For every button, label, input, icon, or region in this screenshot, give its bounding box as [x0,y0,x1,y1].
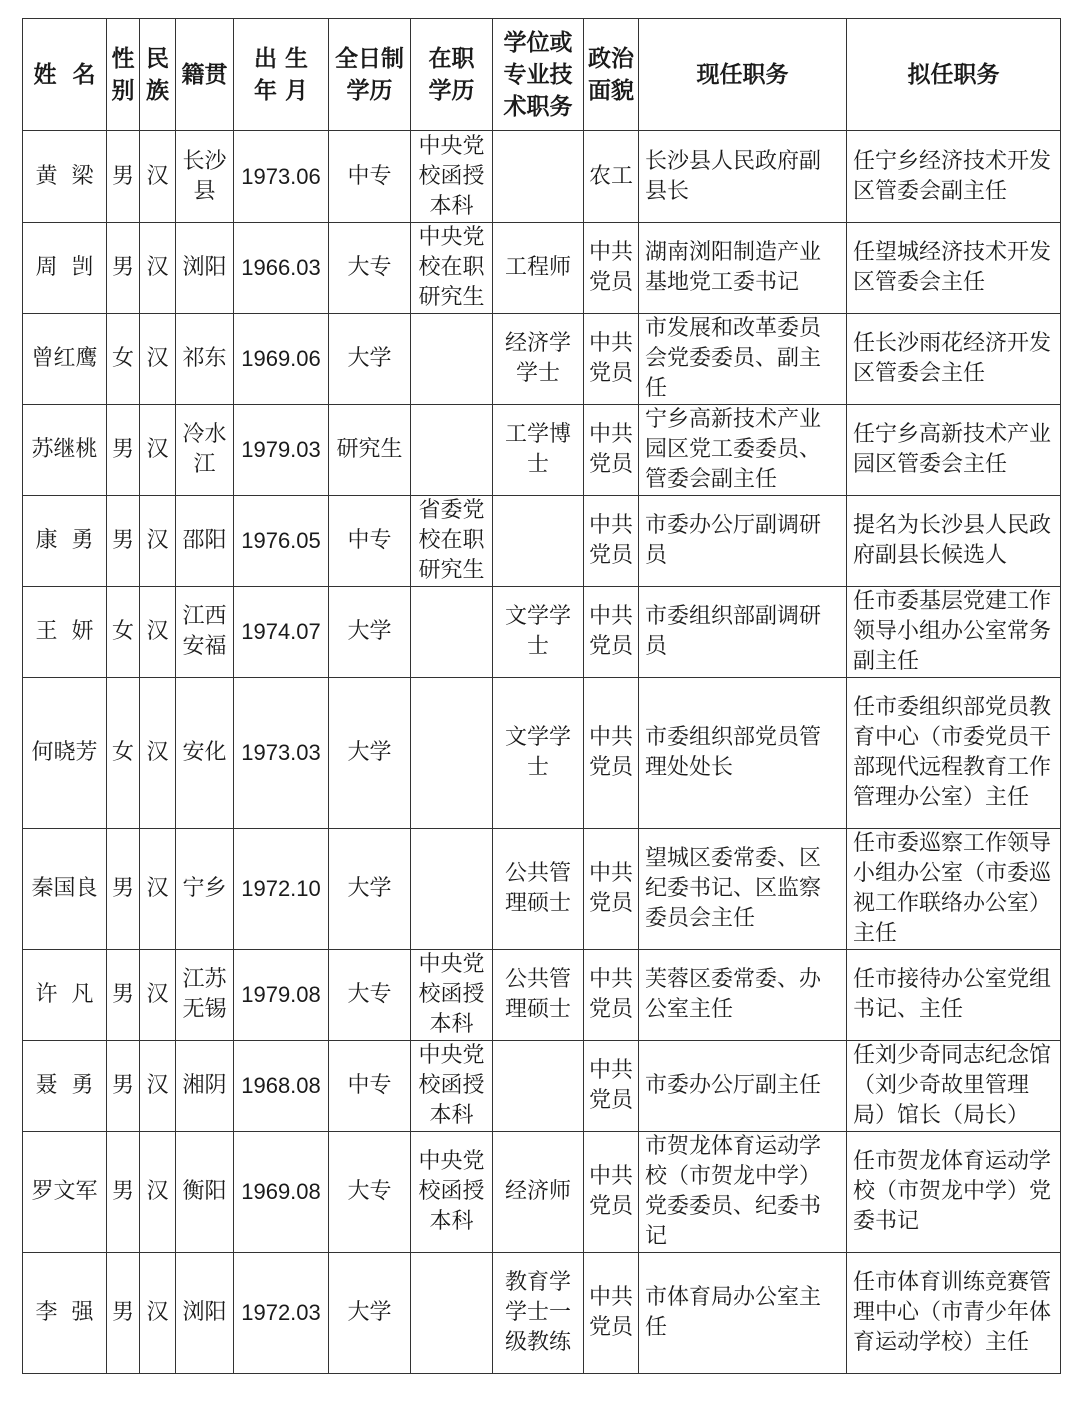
header-proposed-post: 拟任职务 [847,19,1061,131]
cell-gender: 男 [107,496,140,587]
cell-birth: 1969.06 [234,314,329,405]
cell-gender: 男 [107,1132,140,1253]
cell-gender: 男 [107,405,140,496]
cell-political-status: 中共党员 [584,1041,639,1132]
table-row [23,587,1061,678]
header-native-place: 籍贯 [176,19,234,131]
cell-native-place: 长沙县 [176,131,234,223]
cell-native-place: 邵阳 [176,496,234,587]
cell-birth: 1969.08 [234,1132,329,1253]
table-row [23,405,1061,496]
cell-proposed-post: 提名为长沙县人民政府副县长候选人 [847,496,1061,587]
cell-gender: 女 [107,587,140,678]
header-name: 姓 名 [23,19,107,131]
cell-name: 苏继桃 [23,405,107,496]
cell-current-post: 市发展和改革委员会党委委员、副主任 [639,314,847,405]
header-fulltime-education: 全日制 学历 [329,19,411,131]
cell-ethnicity: 汉 [140,1041,176,1132]
cell-political-status: 中共党员 [584,678,639,829]
cell-inservice-education: 中央党校函授本科 [411,1132,493,1253]
cell-birth: 1968.08 [234,1041,329,1132]
table-row [23,1041,1061,1132]
table-row [23,678,1061,829]
cell-inservice-education [411,678,493,829]
cell-degree-title [493,131,584,223]
cell-gender: 男 [107,223,140,314]
cell-gender: 男 [107,1253,140,1374]
cell-birth: 1974.07 [234,587,329,678]
cell-current-post: 湖南浏阳制造产业基地党工委书记 [639,223,847,314]
cell-gender: 男 [107,950,140,1041]
cell-name: 何晓芳 [23,678,107,829]
cell-proposed-post: 任望城经济技术开发区管委会主任 [847,223,1061,314]
cell-birth: 1966.03 [234,223,329,314]
cell-name: 许 凡 [23,950,107,1041]
cell-fulltime-education: 研究生 [329,405,411,496]
cell-inservice-education [411,829,493,950]
header-inservice-education: 在职 学历 [411,19,493,131]
cell-degree-title: 工学博士 [493,405,584,496]
cell-political-status: 中共党员 [584,496,639,587]
cell-proposed-post: 任市贺龙体育运动学校（市贺龙中学）党委书记 [847,1132,1061,1253]
cell-ethnicity: 汉 [140,829,176,950]
cell-degree-title [493,1041,584,1132]
cell-fulltime-education: 大专 [329,1132,411,1253]
cell-current-post: 市委组织部副调研员 [639,587,847,678]
cell-degree-title: 公共管理硕士 [493,829,584,950]
header-ethnicity: 民族 [140,19,176,131]
cell-current-post: 市体育局办公室主任 [639,1253,847,1374]
cell-fulltime-education: 中专 [329,1041,411,1132]
table-row [23,496,1061,587]
cell-inservice-education: 省委党校在职研究生 [411,496,493,587]
candidate-table-container [22,18,1061,1374]
cell-proposed-post: 任刘少奇同志纪念馆（刘少奇故里管理局）馆长（局长） [847,1041,1061,1132]
cell-name: 曾红鹰 [23,314,107,405]
cell-birth: 1973.03 [234,678,329,829]
cell-proposed-post: 任宁乡经济技术开发区管委会副主任 [847,131,1061,223]
cell-fulltime-education: 大专 [329,223,411,314]
cell-gender: 男 [107,829,140,950]
cell-fulltime-education: 大学 [329,678,411,829]
cell-fulltime-education: 大学 [329,829,411,950]
cell-fulltime-education: 大学 [329,587,411,678]
header-birth: 出 生 年 月 [234,19,329,131]
cell-inservice-education: 中央党校函授本科 [411,950,493,1041]
cell-inservice-education: 中央党校在职研究生 [411,223,493,314]
cell-ethnicity: 汉 [140,1132,176,1253]
cell-native-place: 祁东 [176,314,234,405]
cell-inservice-education [411,314,493,405]
cell-degree-title: 教育学学士一级教练 [493,1253,584,1374]
cell-degree-title: 文学学士 [493,678,584,829]
cell-ethnicity: 汉 [140,131,176,223]
cell-name: 周 剀 [23,223,107,314]
cell-proposed-post: 任市体育训练竞赛管理中心（市青少年体育运动学校）主任 [847,1253,1061,1374]
cell-fulltime-education: 中专 [329,131,411,223]
cell-birth: 1979.03 [234,405,329,496]
cell-native-place: 江苏无锡 [176,950,234,1041]
cell-birth: 1976.05 [234,496,329,587]
cell-proposed-post: 任宁乡高新技术产业园区管委会主任 [847,405,1061,496]
cell-ethnicity: 汉 [140,587,176,678]
cell-degree-title: 工程师 [493,223,584,314]
cell-ethnicity: 汉 [140,496,176,587]
cell-current-post: 市委组织部党员管理处处长 [639,678,847,829]
cell-fulltime-education: 大学 [329,1253,411,1374]
cell-inservice-education [411,405,493,496]
cell-ethnicity: 汉 [140,950,176,1041]
header-row [23,19,1061,131]
cell-political-status: 中共党员 [584,587,639,678]
cell-inservice-education [411,587,493,678]
cell-current-post: 市贺龙体育运动学校（市贺龙中学）党委委员、纪委书记 [639,1132,847,1253]
cell-native-place: 宁乡 [176,829,234,950]
cell-gender: 男 [107,1041,140,1132]
table-row [23,829,1061,950]
cell-ethnicity: 汉 [140,678,176,829]
cell-proposed-post: 任市接待办公室党组书记、主任 [847,950,1061,1041]
cell-degree-title: 经济师 [493,1132,584,1253]
cell-current-post: 芙蓉区委常委、办公室主任 [639,950,847,1041]
cell-proposed-post: 任市委基层党建工作领导小组办公室常务副主任 [847,587,1061,678]
cell-current-post: 长沙县人民政府副县长 [639,131,847,223]
cell-inservice-education: 中央党校函授本科 [411,131,493,223]
table-row [23,223,1061,314]
cell-political-status: 中共党员 [584,829,639,950]
cell-inservice-education: 中央党校函授本科 [411,1041,493,1132]
cell-inservice-education [411,1253,493,1374]
cell-proposed-post: 任市委巡察工作领导小组办公室（市委巡视工作联络办公室）主任 [847,829,1061,950]
cell-proposed-post: 任长沙雨花经济开发区管委会主任 [847,314,1061,405]
cell-native-place: 冷水江 [176,405,234,496]
header-political-status: 政治 面貌 [584,19,639,131]
cell-name: 黄 梁 [23,131,107,223]
cell-fulltime-education: 中专 [329,496,411,587]
cell-degree-title: 经济学学士 [493,314,584,405]
cell-degree-title: 公共管理硕士 [493,950,584,1041]
cell-birth: 1979.08 [234,950,329,1041]
cell-fulltime-education: 大学 [329,314,411,405]
candidate-table [22,18,1061,1374]
cell-political-status: 中共党员 [584,223,639,314]
table-row [23,314,1061,405]
table-row [23,1132,1061,1253]
header-current-post: 现任职务 [639,19,847,131]
cell-degree-title [493,496,584,587]
cell-native-place: 衡阳 [176,1132,234,1253]
cell-birth: 1972.10 [234,829,329,950]
header-gender: 性别 [107,19,140,131]
cell-ethnicity: 汉 [140,223,176,314]
cell-political-status: 中共党员 [584,1132,639,1253]
cell-name: 秦国良 [23,829,107,950]
cell-political-status: 农工 [584,131,639,223]
cell-degree-title: 文学学士 [493,587,584,678]
cell-proposed-post: 任市委组织部党员教育中心（市委党员干部现代远程教育工作管理办公室）主任 [847,678,1061,829]
cell-name: 李 强 [23,1253,107,1374]
cell-gender: 男 [107,131,140,223]
cell-native-place: 江西安福 [176,587,234,678]
cell-political-status: 中共党员 [584,1253,639,1374]
cell-birth: 1972.03 [234,1253,329,1374]
table-row [23,950,1061,1041]
cell-native-place: 浏阳 [176,1253,234,1374]
table-row [23,1253,1061,1374]
cell-current-post: 望城区委常委、区纪委书记、区监察委员会主任 [639,829,847,950]
cell-political-status: 中共党员 [584,950,639,1041]
cell-gender: 女 [107,314,140,405]
cell-ethnicity: 汉 [140,1253,176,1374]
cell-ethnicity: 汉 [140,314,176,405]
table-row [23,131,1061,223]
cell-name: 王 妍 [23,587,107,678]
cell-current-post: 市委办公厅副主任 [639,1041,847,1132]
cell-political-status: 中共党员 [584,314,639,405]
cell-gender: 女 [107,678,140,829]
cell-name: 聂 勇 [23,1041,107,1132]
cell-fulltime-education: 大专 [329,950,411,1041]
cell-native-place: 浏阳 [176,223,234,314]
cell-current-post: 宁乡高新技术产业园区党工委委员、管委会副主任 [639,405,847,496]
cell-birth: 1973.06 [234,131,329,223]
cell-ethnicity: 汉 [140,405,176,496]
cell-name: 罗文军 [23,1132,107,1253]
cell-current-post: 市委办公厅副调研员 [639,496,847,587]
cell-native-place: 安化 [176,678,234,829]
cell-name: 康 勇 [23,496,107,587]
cell-political-status: 中共党员 [584,405,639,496]
cell-native-place: 湘阴 [176,1041,234,1132]
header-degree-title: 学位或 专业技 术职务 [493,19,584,131]
